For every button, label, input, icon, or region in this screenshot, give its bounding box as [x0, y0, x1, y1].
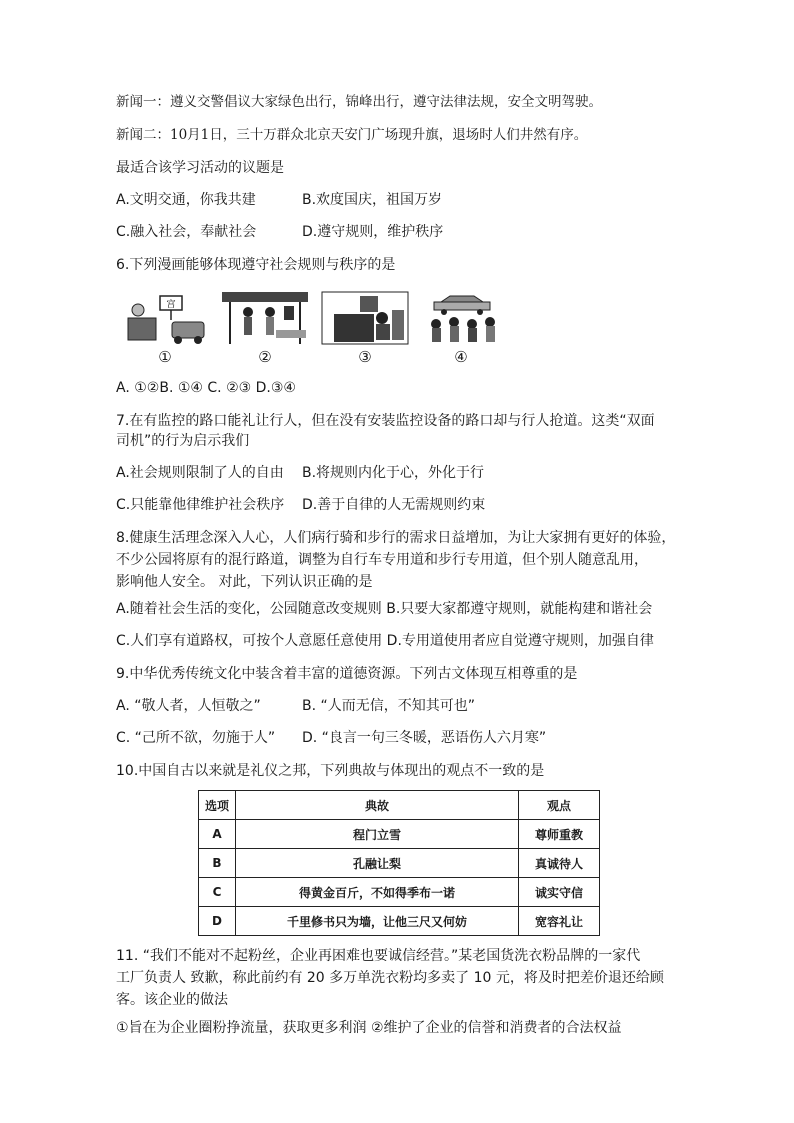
- table-cell: 程门立雪: [236, 820, 519, 849]
- q8-stem-line-3: 影响他人安全。 对此，下列认识正确的是: [116, 574, 373, 590]
- comic-panel-4: [416, 290, 506, 366]
- table-header-row: [199, 791, 600, 820]
- q10-table: [198, 790, 600, 936]
- q8-stem-line-2: 不少公园将原有的混行路道，调整为自行车专用道和步行专用道，但个别人随意乱用，: [116, 552, 648, 568]
- table-cell: 千里修书只为墙，让他三尺又何妨: [236, 907, 519, 936]
- comic-panel-2: [220, 290, 310, 366]
- q8-options-ab: A.随着社会生活的变化，公园随意改变规则 B.只要大家都遵守规则，就能构建和谐社会: [116, 601, 653, 617]
- q5-option-c: C.融入社会，奉献社会: [116, 224, 257, 240]
- table-cell: 得黄金百斤，不如得季布一诺: [236, 878, 519, 907]
- table-cell: 尊师重教: [519, 820, 600, 849]
- q5-option-d: D.遵守规则，维护秩序: [302, 224, 444, 240]
- q7-option-b: B.将规则内化于心，外化于行: [302, 465, 485, 481]
- q6-options: A. ①②B. ①④ C. ②③ D.③④: [116, 380, 296, 396]
- q7-option-d: D.善于自律的人无需规则约束: [302, 497, 486, 513]
- table-row: [199, 849, 600, 878]
- table-cell: B: [199, 849, 236, 878]
- table-header-option: 选项: [199, 791, 236, 820]
- news-2: 新闻二：10月1日，三十万群众北京天安门广场现升旗，退场时人们井然有序。: [116, 127, 588, 143]
- q8-stem-line-1: 8.健康生活理念深入人心，人们病行骑和步行的需求日益增加，为让大家拥有更好的体验，: [116, 530, 676, 546]
- comic-label-2: ②: [258, 348, 272, 366]
- q5-option-a: A.文明交通，你我共建: [116, 192, 256, 208]
- comic-label-4: ④: [454, 348, 468, 366]
- q9-option-c: C. “己所不欲，勿施于人”: [116, 730, 276, 746]
- q9-option-d: D. “良言一句三冬暖，恶语伤人六月寒”: [302, 730, 547, 746]
- table-cell: D: [199, 907, 236, 936]
- q9-stem: 9.中华优秀传统文化中装含着丰富的道德资源。下列古文体现互相尊重的是: [116, 666, 578, 682]
- q9-option-b: B. “人而无信，不知其可也”: [302, 698, 476, 714]
- q5-stem: 最适合该学习活动的议题是: [116, 160, 284, 176]
- comic-panel-1: [120, 290, 210, 366]
- q10-stem: 10.中国自古以来就是礼仪之邦，下列典故与体现出的观点不一致的是: [116, 763, 545, 779]
- comic-label-3: ③: [358, 348, 372, 366]
- table-cell: 宽容礼让: [519, 907, 600, 936]
- q7-option-c: C.只能靠他律维护社会秩序: [116, 497, 285, 513]
- q11-option-line: ①旨在为企业圈粉挣流量，获取更多利润 ②维护了企业的信誉和消费者的合法权益: [116, 1020, 622, 1036]
- comic-label-1: ①: [158, 348, 172, 366]
- table-row: [199, 820, 600, 849]
- comic-sign-text: 宫: [166, 300, 176, 310]
- q11-stem-line-3: 客。该企业的做法: [116, 992, 228, 1008]
- q11-stem-line-2: 工厂负责人 致歉，称此前约有 20 多万单洗衣粉均多卖了 10 元，将及时把差价退还给顾: [116, 970, 664, 986]
- q6-stem: 6.下列漫画能够体现遵守社会规则与秩序的是: [116, 257, 396, 273]
- q7-option-a: A.社会规则限制了人的自由: [116, 465, 284, 481]
- q9-option-a: A. “敬人者，人恒敬之”: [116, 698, 261, 714]
- table-cell: 真诚待人: [519, 849, 600, 878]
- q5-option-b: B.欢度国庆，祖国万岁: [302, 192, 443, 208]
- table-row: [199, 878, 600, 907]
- table-header-view: 观点: [519, 791, 600, 820]
- table-cell: C: [199, 878, 236, 907]
- table-cell: 诚实守信: [519, 878, 600, 907]
- table-header-story: 典故: [236, 791, 519, 820]
- q7-stem-line-2: 司机”的行为启示我们: [116, 433, 250, 449]
- q5-option-row-1: [116, 190, 256, 210]
- q8-options-cd: C.人们享有道路权，可按个人意愿任意使用 D.专用道使用者应自觉遵守规则，加强自律: [116, 633, 654, 649]
- q11-stem-line-1: 11. “我们不能对不起粉丝，企业再困难也要诚信经营。”某老国货洗衣粉品牌的一家代: [116, 948, 641, 964]
- q6-comic-strip: [116, 290, 506, 370]
- comic-panel-3: [320, 290, 410, 366]
- q7-stem-line-1: 7.在有监控的路口能礼让行人，但在没有安装监控设备的路口却与行人抢道。这类“双面: [116, 413, 655, 429]
- table-cell: A: [199, 820, 236, 849]
- news-1: 新闻一：遵义交警倡议大家绿色出行，锦峰出行，遵守法律法规，安全文明驾驶。: [116, 94, 602, 110]
- table-cell: 孔融让梨: [236, 849, 519, 878]
- table-row: [199, 907, 600, 936]
